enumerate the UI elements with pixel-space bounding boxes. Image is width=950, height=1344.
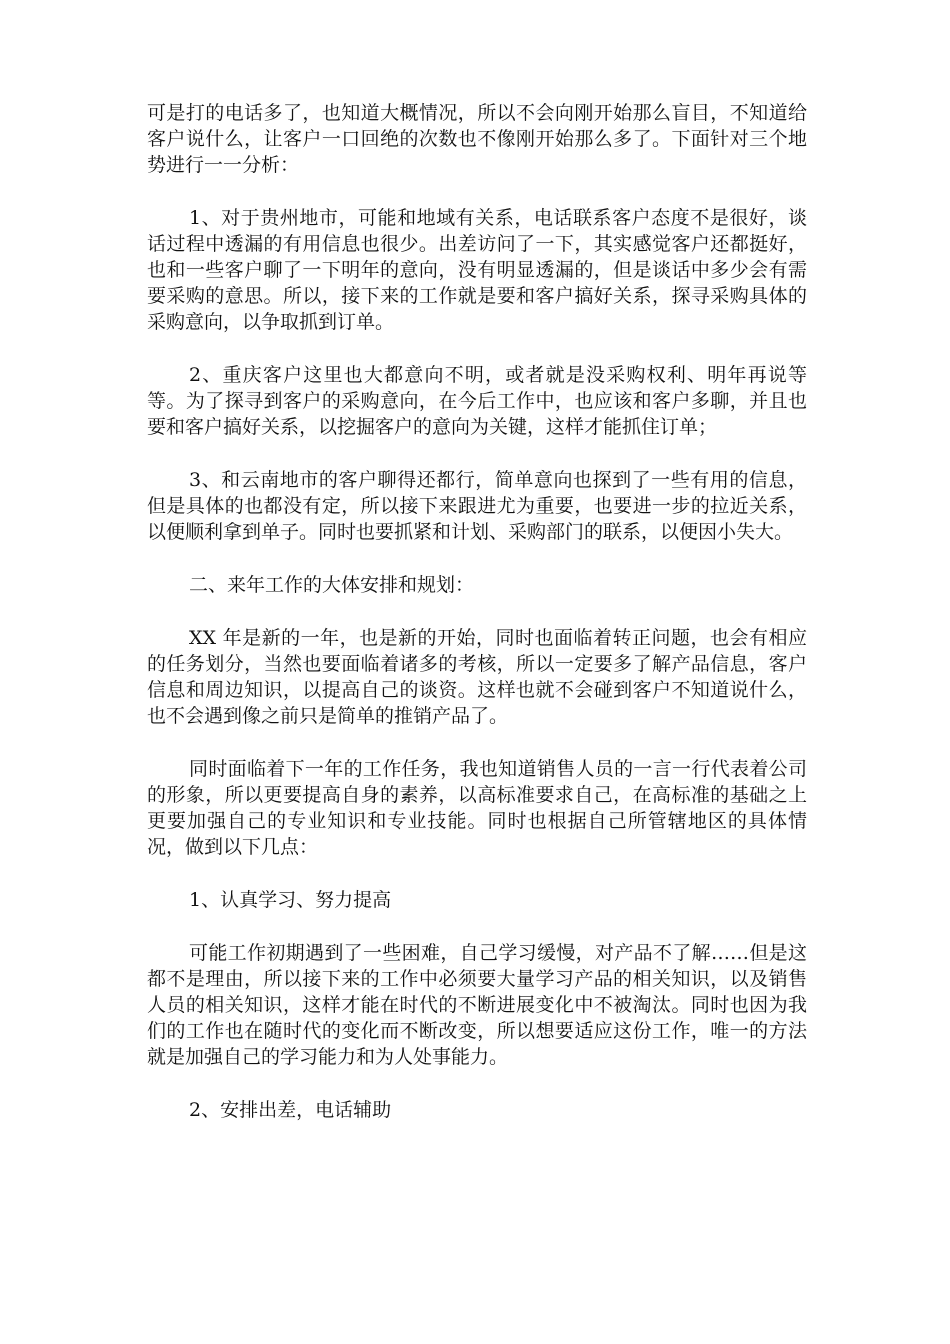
paragraph-guizhou: 1、对于贵州地市，可能和地域有关系，电话联系客户态度不是很好，谈话过程中透漏的有用信息也很少。出差访问了一下，其实感觉客户还都挺好，也和一些客户聊了一下明年的意向，没有明显透漏的，但是谈话中多少会有需要采购的意思。所以，接下来的工作就是要和客户搞好关系，探寻采购具体的采购意向，以争取抓到订单。 — [147, 207, 807, 333]
section-heading-plan: 二、来年工作的大体安排和规划： — [189, 574, 475, 596]
document-page — [147, 100, 807, 1123]
paragraph-continuation: 可是打的电话多了，也知道大概情况，所以不会向刚开始那么盲目，不知道给客户说什么，让客户一口回绝的次数也不像刚开始那么多了。下面针对三个地势进行一一分析： — [147, 102, 807, 176]
paragraph-chongqing: 2、重庆客户这里也大都意向不明，或者就是没采购权利、明年再说等等。为了探寻到客户的采购意向，在今后工作中，也应该和客户多聊，并且也要和客户搞好关系，以挖掘客户的意向为关键，这样才能抓住订单； — [147, 364, 807, 438]
paragraph-new-year: XX 年是新的一年，也是新的开始，同时也面临着转正问题，也会有相应的任务划分，当然也要面临着诸多的考核，所以一定要多了解产品信息，客户信息和周边知识，以提高自己的谈资。这样也就不会碰到客户不知道说什么，也不会遇到像之前只是简单的推销产品了。 — [147, 627, 807, 727]
paragraph-study: 可能工作初期遇到了一些困难，自己学习缓慢，对产品不了解……但是这都不是理由，所以接下来的工作中必须要大量学习产品的相关知识，以及销售人员的相关知识，这样才能在时代的不断进展变化中不被淘汰。同时也因为我们的工作也在随时代的变化而不断改变，所以想要适应这份工作，唯一的方法就是加强自己的学习能力和为人处事能力。 — [147, 942, 807, 1068]
item-heading-study: 1、认真学习、努力提高 — [189, 889, 392, 911]
paragraph-tasks: 同时面临着下一年的工作任务，我也知道销售人员的一言一行代表着公司的形象，所以更要提高自身的素养，以高标准要求自己，在高标准的基础之上更要加强自己的专业知识和专业技能。同时也根据自己所管辖地区的具体情况，做到以下几点： — [147, 758, 807, 858]
item-heading-travel: 2、安排出差，电话辅助 — [189, 1099, 392, 1121]
paragraph-yunnan: 3、和云南地市的客户聊得还都行，简单意向也探到了一些有用的信息，但是具体的也都没有定，所以接下来跟进尤为重要，也要进一步的拉近关系，以便顺利拿到单子。同时也要抓紧和计划、采购部门的联系，以便因小失大。 — [147, 469, 807, 543]
